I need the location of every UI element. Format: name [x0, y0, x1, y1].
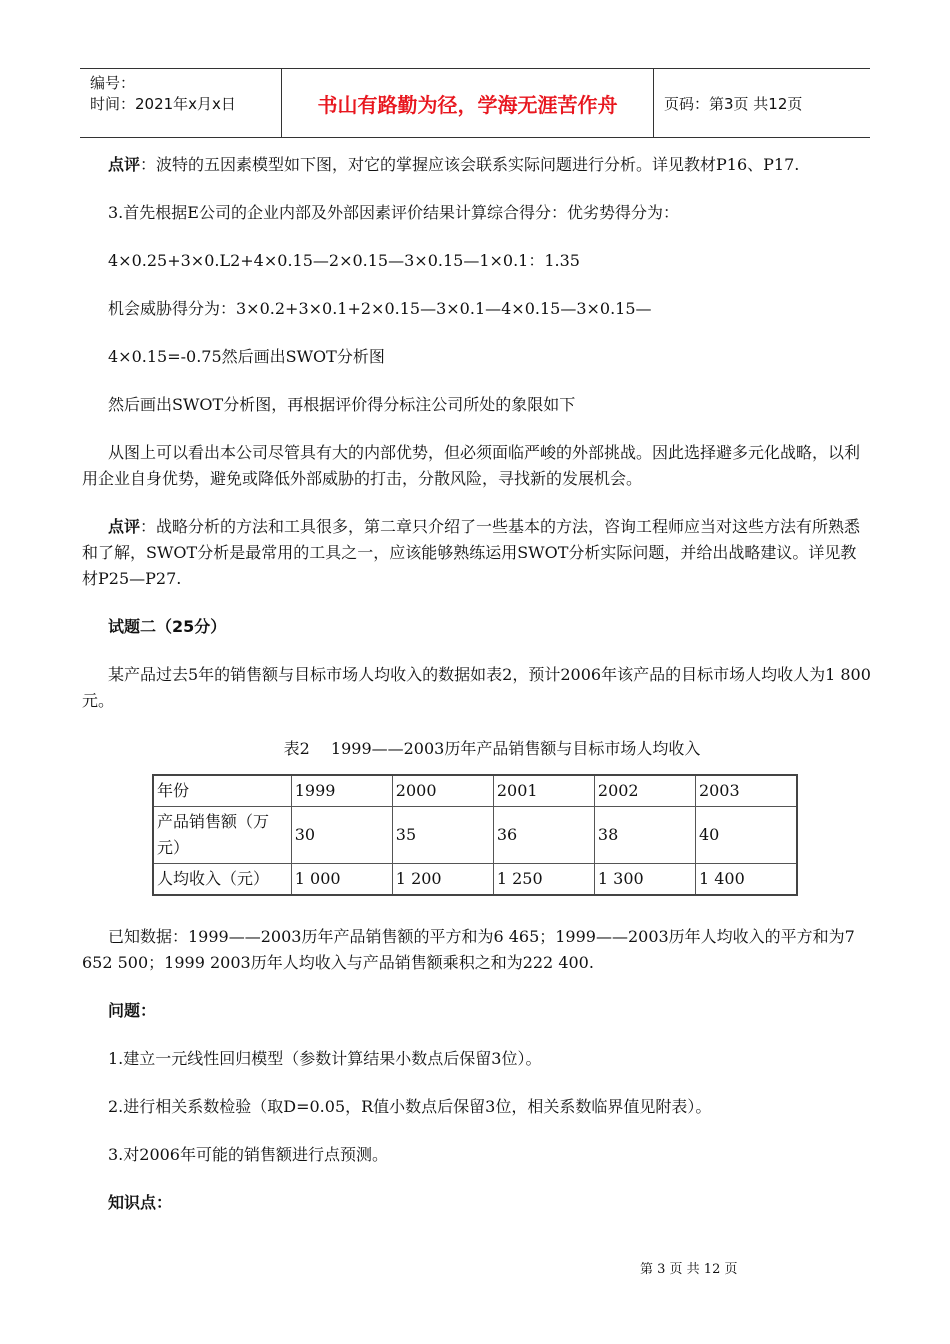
- question-title: 试题二（25分）: [108, 617, 227, 636]
- formula-opportunity-score: 机会威胁得分为：3×0.2+3×0.1+2×0.15—3×0.1—4×0.15—3×0.15—: [108, 299, 652, 318]
- table-cell: 35: [392, 807, 493, 864]
- page-footer: 第 3 页 共 12 页: [640, 1262, 738, 1277]
- table-row-year: [153, 775, 797, 807]
- table-cell: 30: [291, 807, 392, 864]
- question-2: 2.进行相关系数检验（取D=0.05，R值小数点后保留3位，相关系数临界值见附表）。: [108, 1097, 712, 1116]
- table-row-sales: [153, 807, 797, 864]
- known-data-paragraph: 已知数据：1999——2003历年产品销售额的平方和为6 465；1999——2003历年人均收入的平方和为7 652 500；1999 2003历年人均收入与产品销售额乘积之和为222 400.: [82, 927, 855, 972]
- question-3: 3.对2006年可能的销售额进行点预测。: [108, 1145, 388, 1164]
- formula-opportunity-score-cont: 4×0.15=-0.75然后画出SWOT分析图: [108, 347, 385, 366]
- question-1: 1.建立一元线性回归模型（参数计算结果小数点后保留3位）。: [108, 1049, 542, 1068]
- table-cell: 2002: [594, 775, 695, 807]
- table-cell: 年份: [153, 775, 291, 807]
- table-cell: 36: [493, 807, 594, 864]
- table-caption: 表2 1999——2003历年产品销售额与目标市场人均收入: [283, 739, 701, 758]
- comment-label: 点评: [108, 517, 141, 536]
- formula-strength-score: 4×0.25+3×0.L2+4×0.15—2×0.15—3×0.15—1×0.1：1.35: [108, 251, 580, 270]
- header-motto: 书山有路勤为径，学海无涯苦作舟: [282, 69, 654, 137]
- table-cell: 产品销售额（万元）: [153, 807, 291, 864]
- sales-income-table: [152, 774, 798, 896]
- table-cell: 2001: [493, 775, 594, 807]
- question-intro: 某产品过去5年的销售额与目标市场人均收入的数据如表2，预计2006年该产品的目标市场人均收人为1 800元。: [82, 665, 871, 710]
- table-cell: 38: [594, 807, 695, 864]
- header-meta: [80, 69, 282, 137]
- paragraph-swot-draw: 然后画出SWOT分析图，再根据评价得分标注公司所处的象限如下: [108, 395, 576, 414]
- table-cell: 40: [695, 807, 797, 864]
- table-cell: 1999: [291, 775, 392, 807]
- table-cell: 2003: [695, 775, 797, 807]
- table-cell: 1 200: [392, 864, 493, 896]
- table-cell: 1 000: [291, 864, 392, 896]
- questions-heading: 问题：: [108, 1001, 157, 1020]
- table-cell: 1 250: [493, 864, 594, 896]
- header-page-number: 页码：第3页 共12页: [664, 94, 803, 113]
- table-cell: 2000: [392, 775, 493, 807]
- table-row-income: [153, 864, 797, 896]
- table-cell: 1 400: [695, 864, 797, 896]
- knowledge-points-heading: 知识点：: [108, 1193, 173, 1212]
- comment-text: ：波特的五因素模型如下图，对它的掌握应该会联系实际问题进行分析。详见教材P16、P17.: [140, 155, 800, 174]
- table-cell: 人均收入（元）: [153, 864, 291, 896]
- comment-label: 点评: [108, 155, 141, 174]
- comment-paragraph-1: [82, 152, 872, 178]
- table-cell: 1 300: [594, 864, 695, 896]
- comment-text: ：战略分析的方法和工具很多，第二章只介绍了一些基本的方法，咨询工程师应当对这些方法有所熟悉和了解，SWOT分析是最常用的工具之一，应该能够熟练运用SWOT分析实际问题，并给出战略建议。详见教材P25—P27.: [82, 517, 861, 588]
- document-time-label: 时间：2021年x月x日: [90, 95, 236, 113]
- comment-paragraph-2: [82, 514, 872, 592]
- paragraph-step-3: 3.首先根据E公司的企业内部及外部因素评价结果计算综合得分：优劣势得分为：: [108, 203, 679, 222]
- document-number-label: 编号：: [90, 74, 136, 92]
- paragraph-conclusion: 从图上可以看出本公司尽管具有大的内部优势，但必须面临严峻的外部挑战。因此选择避多元化战略，以利用企业自身优势，避免或降低外部威胁的打击，分散风险，寻找新的发展机会。: [82, 443, 861, 488]
- page-header: [80, 68, 870, 138]
- document-body: [82, 152, 872, 1238]
